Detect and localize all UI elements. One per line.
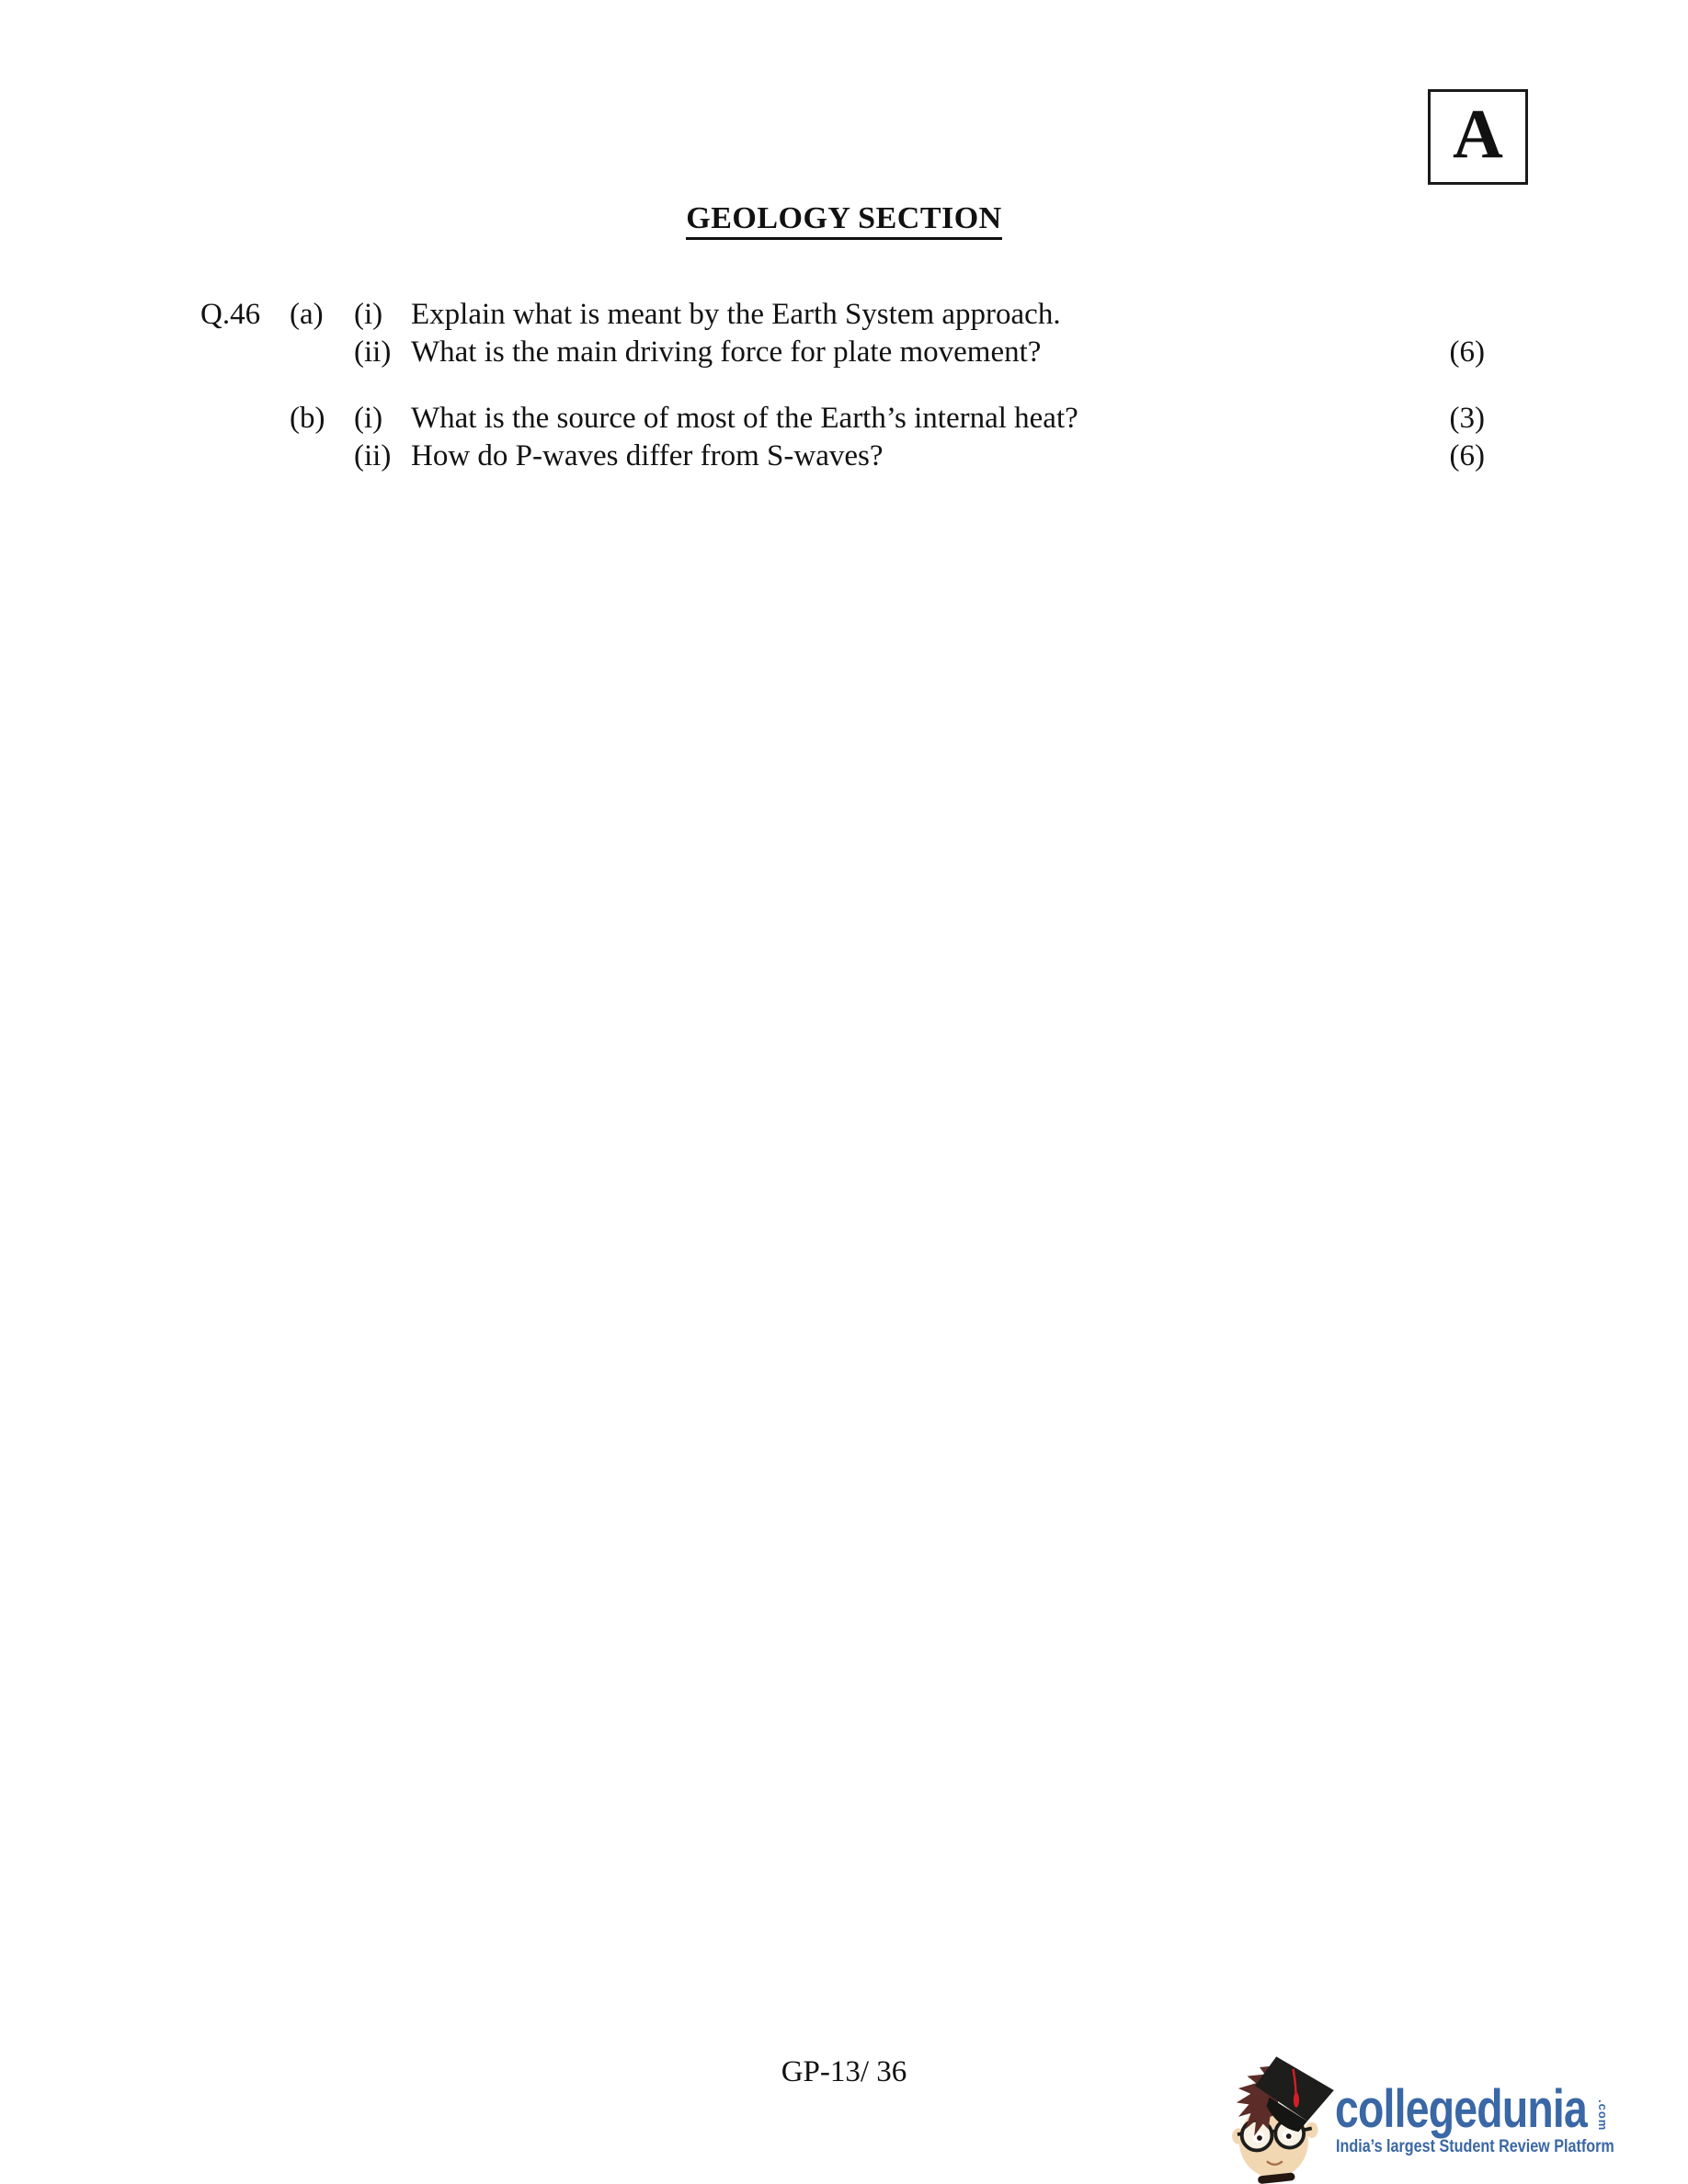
brand-tagline: India’s largest Student Review Platform [1336, 2137, 1614, 2156]
footer-page-label: GP-13/ 36 [781, 2055, 907, 2088]
collegedunia-logo[interactable] [1227, 2041, 1669, 2184]
question-sub: (ii) [354, 336, 392, 369]
question-marks: (6) [1449, 439, 1485, 472]
section-title: GEOLOGY SECTION [686, 203, 1001, 240]
question-sub: (i) [354, 298, 383, 331]
paper-version-letter: A [1453, 96, 1503, 173]
question-row [0, 438, 1688, 475]
question-marks: (3) [1449, 402, 1485, 435]
question-sub: (i) [354, 402, 383, 435]
paper-version-box [1428, 89, 1528, 185]
question-row [0, 334, 1688, 371]
question-number: Q.46 [200, 298, 261, 331]
question-text: Explain what is meant by the Earth System approach. [411, 298, 1061, 331]
question-row [0, 400, 1688, 438]
mascot-icon [1229, 2042, 1336, 2184]
question-sub: (ii) [354, 439, 392, 472]
brand-wordmark: collegedunia [1335, 2079, 1588, 2139]
section-heading-wrap [0, 203, 1688, 240]
question-part: (a) [290, 298, 324, 331]
question-text: What is the main driving force for plate movement? [411, 336, 1042, 369]
question-marks: (6) [1449, 336, 1485, 369]
question-part: (b) [290, 402, 325, 435]
question-text: How do P-waves differ from S-waves? [411, 439, 884, 472]
question-row [0, 296, 1688, 334]
question-text: What is the source of most of the Earth’s internal heat? [411, 402, 1078, 435]
brand-tld: .com [1596, 2099, 1610, 2132]
